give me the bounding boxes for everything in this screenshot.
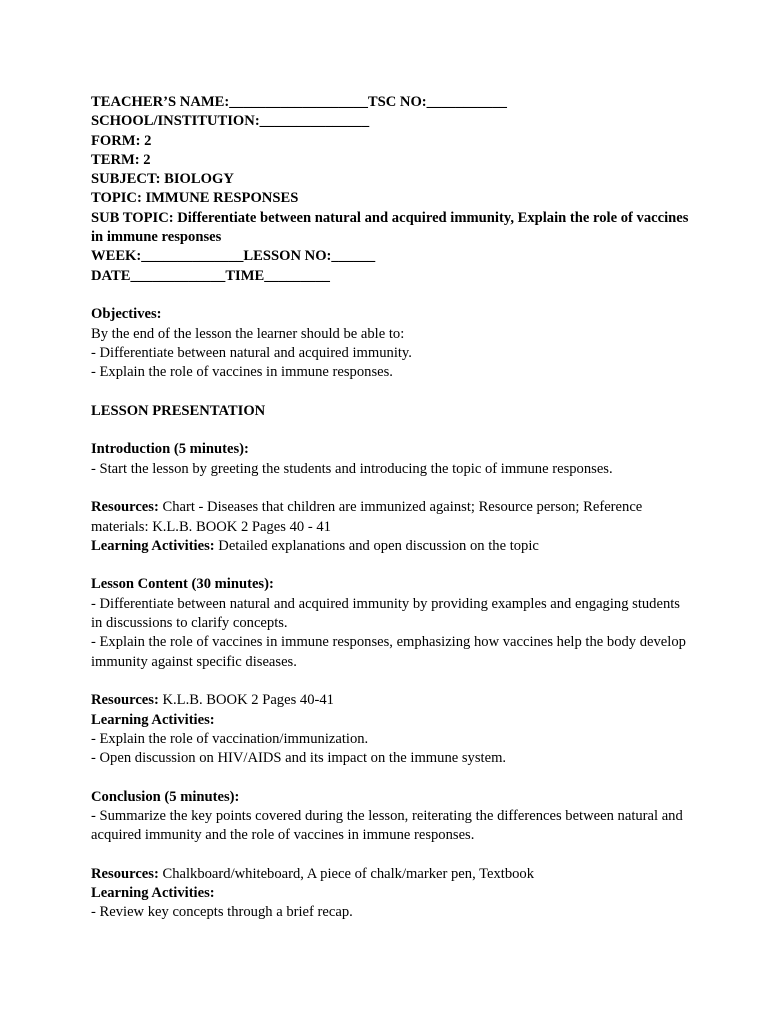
conclusion-resources	[91, 865, 691, 884]
resources-label: Resources:	[91, 692, 159, 709]
objectives-heading: Objectives:	[91, 306, 162, 323]
subject-line: SUBJECT: BIOLOGY	[91, 171, 234, 188]
teacher-name-line: TEACHER’S NAME:___________________TSC NO:___________	[91, 94, 507, 110]
activity-item: - Explain the role of vaccination/immunization.	[91, 730, 369, 747]
activities-label: Learning Activities:	[91, 711, 215, 728]
form-line: FORM: 2	[91, 132, 152, 149]
lesson-content-section	[91, 575, 691, 768]
sub-topic-line: SUB TOPIC: Differentiate between natural and acquired immunity, Explain the role of vaccines in immune responses	[91, 209, 689, 246]
conclusion-heading: Conclusion (5 minutes):	[91, 788, 240, 805]
activities-label: Learning Activities:	[91, 537, 215, 554]
topic-line: TOPIC: IMMUNE RESPONSES	[91, 190, 299, 207]
lesson-presentation-heading: LESSON PRESENTATION	[91, 402, 266, 419]
introduction-text: - Start the lesson by greeting the students and introducing the topic of immune responses.	[91, 460, 613, 477]
resources-label: Resources:	[91, 865, 159, 882]
introduction-heading: Introduction (5 minutes):	[91, 441, 249, 458]
activities-text: Detailed explanations and open discussion on the topic	[214, 537, 539, 554]
introduction-resources	[91, 498, 691, 537]
activity-item: - Open discussion on HIV/AIDS and its impact on the immune system.	[91, 750, 507, 767]
week-line: WEEK:______________LESSON NO:______	[91, 248, 376, 265]
resources-text: K.L.B. BOOK 2 Pages 40-41	[158, 692, 334, 709]
lesson-content-item: - Differentiate between natural and acquired immunity by providing examples and engaging students in discussions to clarify concepts.	[91, 595, 680, 632]
objectives-section	[91, 305, 691, 382]
lesson-plan-document	[91, 93, 691, 923]
lesson-content-heading: Lesson Content (30 minutes):	[91, 576, 274, 593]
resources-text: Chart - Diseases that children are immunized against; Resource person; Reference materials: K.L.B. BOOK 2 Pages 40 - 41	[91, 499, 643, 535]
objective-item: - Differentiate between natural and acquired immunity.	[91, 344, 412, 361]
activity-item: - Review key concepts through a brief recap.	[91, 904, 353, 921]
objectives-intro: By the end of the lesson the learner should be able to:	[91, 325, 405, 342]
resources-text: Chalkboard/whiteboard, A piece of chalk/marker pen, Textbook	[158, 865, 535, 882]
school-line: SCHOOL/INSTITUTION:_______________	[91, 113, 370, 130]
lesson-content-resources	[91, 691, 691, 710]
resources-label: Resources:	[91, 499, 159, 516]
term-line: TERM: 2	[91, 151, 151, 168]
header-block	[91, 93, 691, 286]
conclusion-text: - Summarize the key points covered during the lesson, reiterating the differences between natural and acquired immunity and the role of vaccines in immune responses.	[91, 807, 683, 844]
date-line: DATE_____________TIME_________	[91, 267, 330, 284]
introduction-section	[91, 440, 691, 556]
conclusion-section	[91, 788, 691, 923]
introduction-activities	[91, 537, 691, 556]
lesson-content-item: - Explain the role of vaccines in immune responses, emphasizing how vaccines help the body develop immunity against specific diseases.	[91, 634, 686, 670]
activities-label: Learning Activities:	[91, 885, 215, 902]
objective-item: - Explain the role of vaccines in immune responses.	[91, 364, 393, 381]
